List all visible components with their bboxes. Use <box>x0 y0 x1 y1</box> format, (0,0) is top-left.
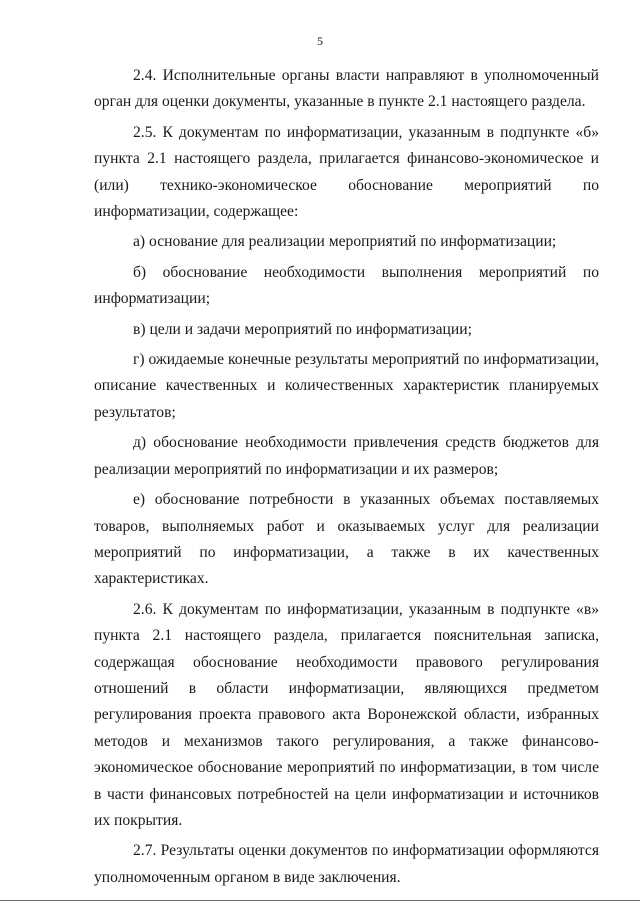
paragraph-2-6: 2.6. К документам по информатизации, указанным в подпункте «в» пункта 2.1 настоящего раздела, прилагается пояснительная записка, содержащая обоснование необходимости правового регулирования отношений в области информатизации, являющихся предметом регулирования проекта правового акта Воронежской области, избранных методов и механизмов такого регулирования, а также финансово-экономическое обоснование мероприятий по информатизации, в том числе в части финансовых потребностей на цели информатизации и источников их покрытия. <box>94 600 599 829</box>
paragraph-2-4: 2.4. Исполнительные органы власти направляют в уполномоченный орган для оценки документы, указанные в пункте 2.1 настоящего раздела. <box>94 67 599 111</box>
document-body <box>94 63 599 891</box>
page-number: 5 <box>317 34 323 48</box>
list-item-g: г) ожидаемые конечные результаты мероприятий по информатизации, описание качественных и количественных характеристик планируемых результатов; <box>94 351 599 421</box>
list-item-d: д) обоснование необходимости привлечения средств бюджетов для реализации мероприятий по информатизации и их размеров; <box>94 434 599 478</box>
paragraph-2-5: 2.5. К документам по информатизации, указанным в подпункте «б» пункта 2.1 настоящего раздела, прилагается финансово-экономическое и (или) технико-экономическое обоснование мероприятий по информатизации, содержащее: <box>94 123 599 221</box>
page-bottom-edge <box>0 900 640 901</box>
list-item-b: б) обоснование необходимости выполнения мероприятий по информатизации; <box>94 263 599 308</box>
list-item-v: в) цели и задачи мероприятий по информатизации; <box>133 320 472 338</box>
list-item-a: а) основание для реализации мероприятий по информатизации; <box>133 233 557 251</box>
list-item-e: е) обоснование потребности в указанных объемах поставляемых товаров, выполняемых работ и оказываемых услуг для реализации мероприятий по информатизации, а также в их качественных характеристиках. <box>94 491 599 588</box>
paragraph-2-7: 2.7. Результаты оценки документов по информатизации оформляются уполномоченным органом в виде заключения. <box>94 842 599 886</box>
